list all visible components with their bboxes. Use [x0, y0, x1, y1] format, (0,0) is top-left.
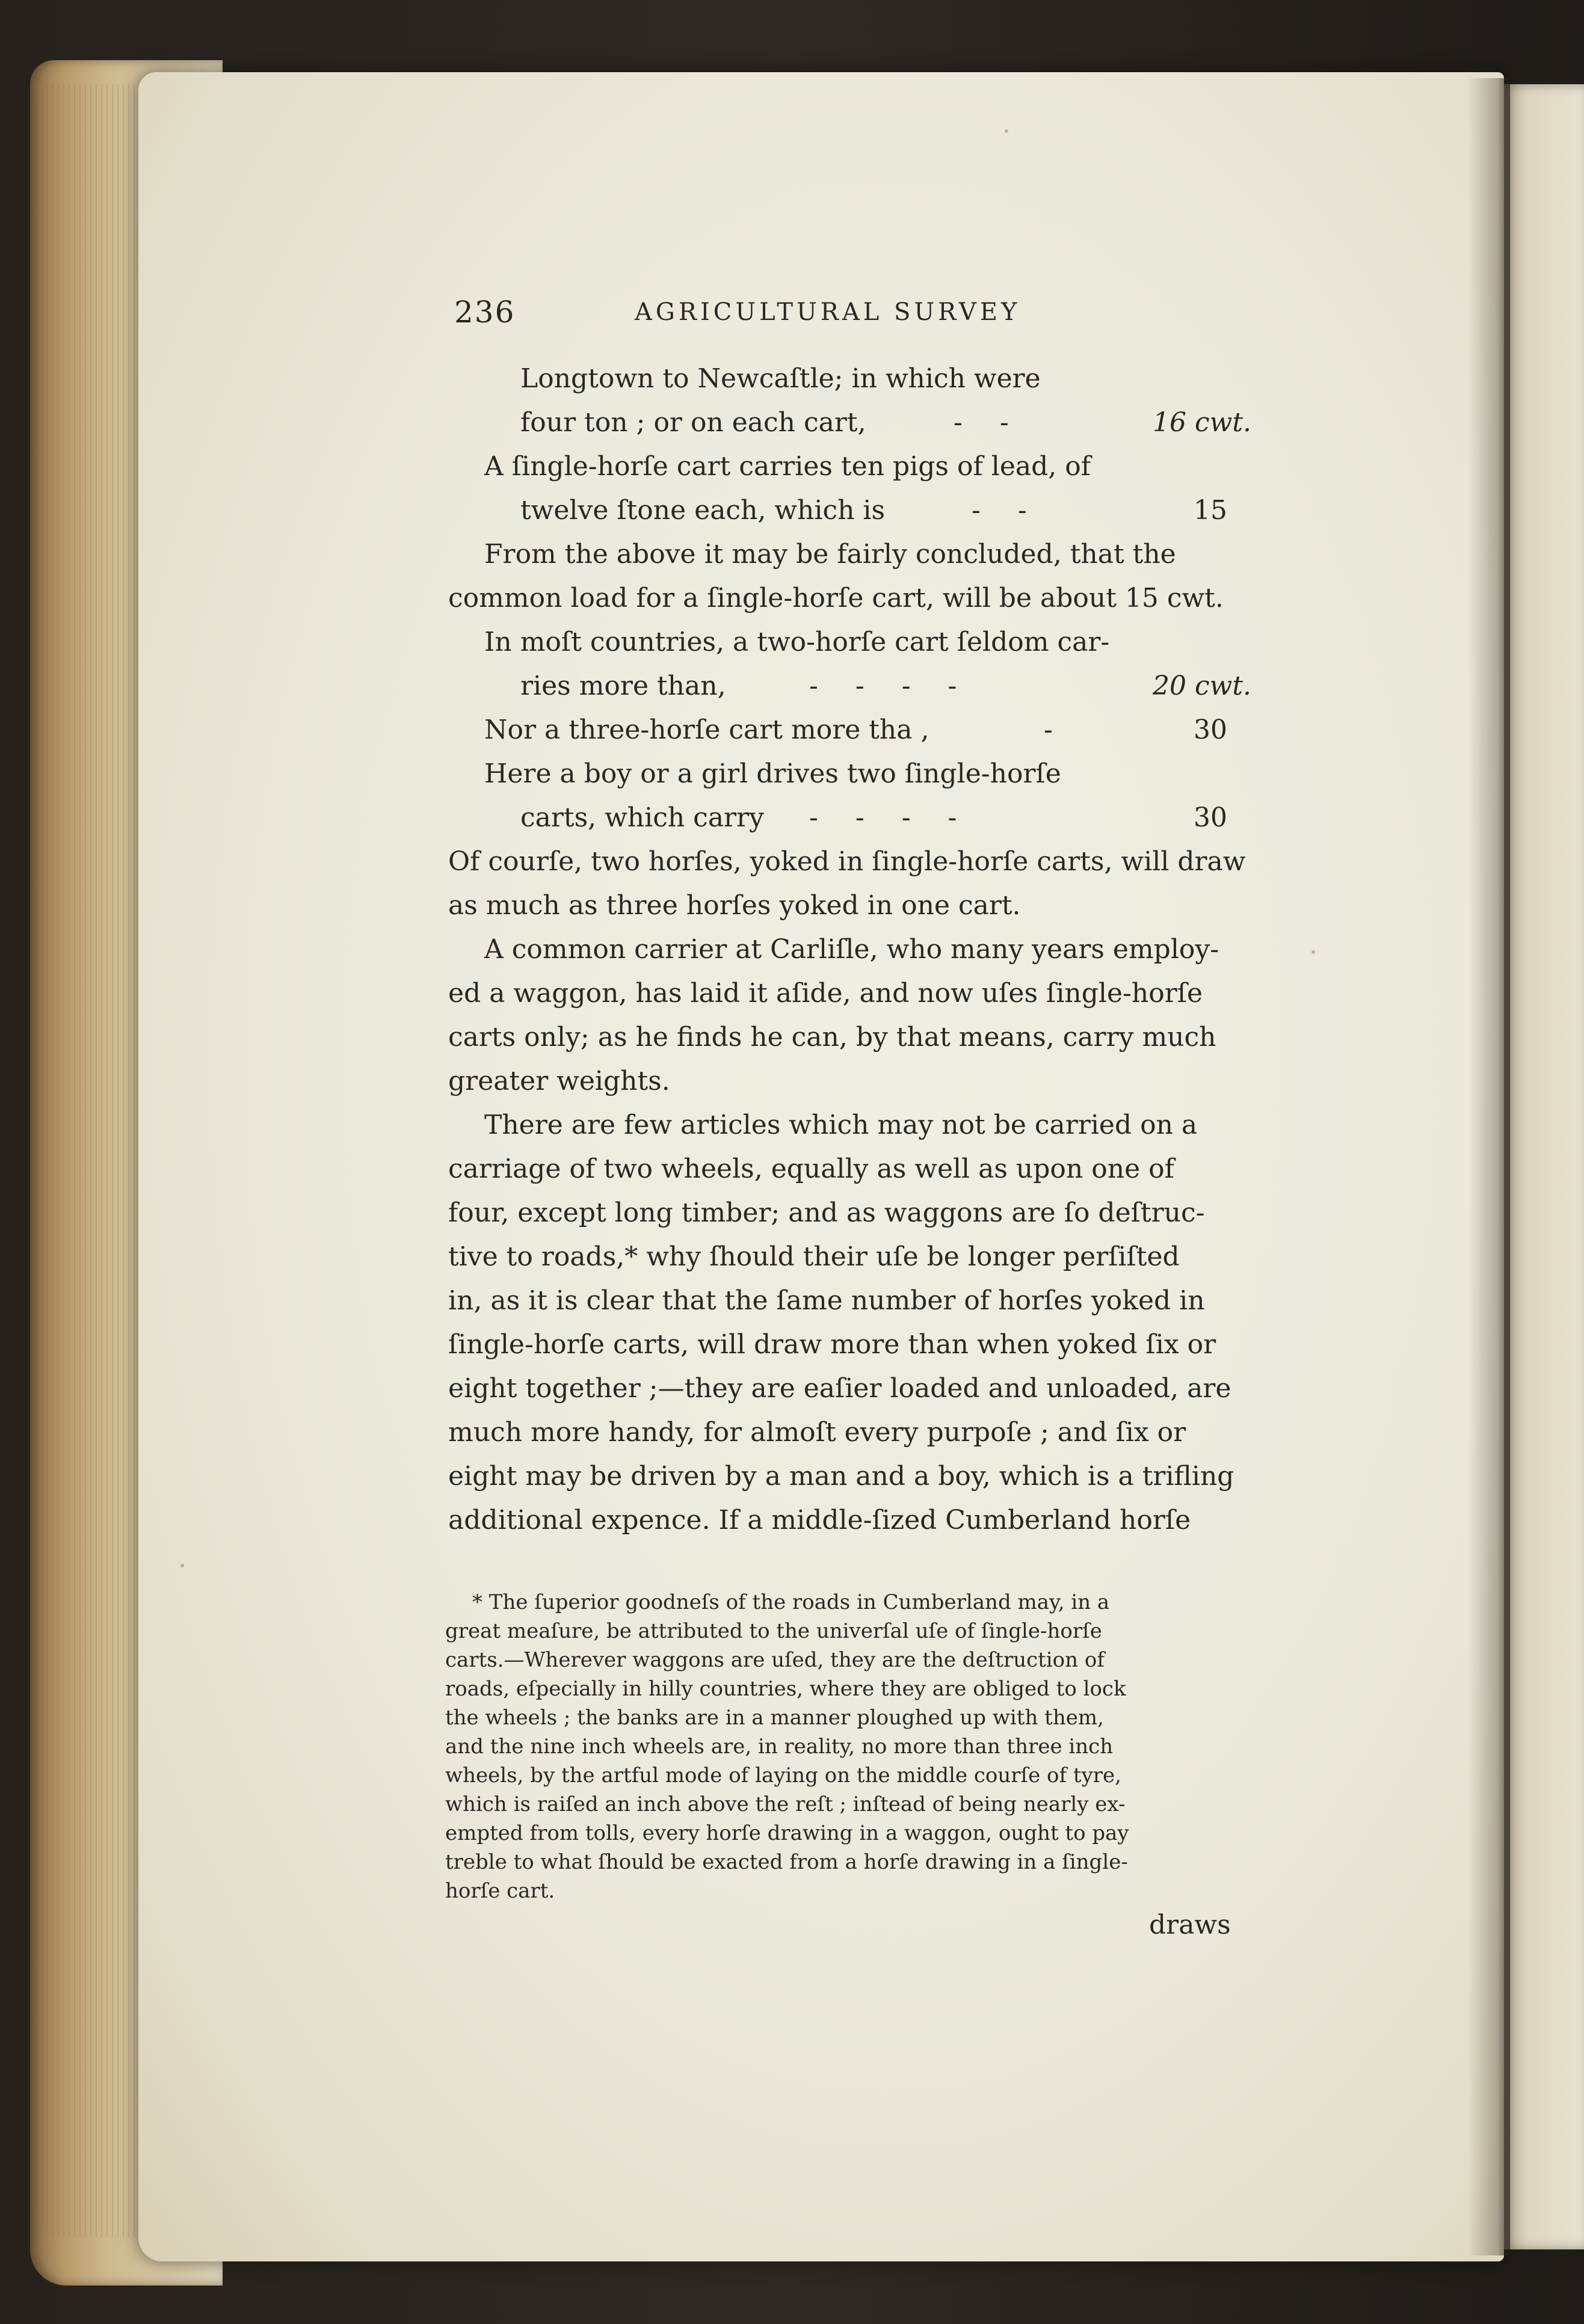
body-line: From the above it may be fairly concluded, that the: [484, 539, 1176, 570]
leader-dashes: - -: [972, 495, 1027, 526]
body-line: four ton ; or on each cart,: [520, 407, 866, 438]
body-line: A common carrier at Carliſle, who many years employ-: [484, 934, 1219, 965]
body-line: common load for a ſingle-horſe cart, will be about 15 cwt.: [448, 583, 1224, 613]
footnote-line: treble to what ſhould be exacted from a horſe drawing in a ſingle-: [445, 1850, 1128, 1874]
facing-page-edge: [1498, 84, 1584, 2249]
table-value: 16 cwt.: [1153, 407, 1251, 438]
paper-speck: [180, 1564, 184, 1567]
body-line: Here a boy or a girl drives two ſingle-horſe: [484, 758, 1061, 789]
body-line: four, except long timber; and as waggons are ſo deſtruc-: [448, 1197, 1205, 1228]
leader-dashes: - - - -: [809, 671, 957, 701]
footnote-line: empted from tolls, every horſe drawing in a waggon, ought to pay: [445, 1821, 1129, 1845]
footnote-line: horſe cart.: [445, 1879, 555, 1903]
table-value: 20 cwt.: [1153, 671, 1251, 701]
body-line: Of courſe, two horſes, yoked in ſingle-horſe carts, will draw: [448, 846, 1246, 877]
table-value: 30: [1194, 715, 1227, 745]
page-number: 236: [454, 295, 516, 330]
footnote-line: carts.—Wherever waggons are uſed, they are the deſtruction of: [445, 1648, 1105, 1672]
body-line: much more handy, for almoſt every purpoſe ; and ſix or: [448, 1417, 1186, 1448]
running-title: AGRICULTURAL SURVEY: [635, 298, 1021, 326]
body-line: ſingle-horſe carts, will draw more than when yoked ſix or: [448, 1329, 1216, 1360]
body-line: eight may be driven by a man and a boy, which is a trifling: [448, 1461, 1234, 1492]
footnote-line: roads, eſpecially in hilly countries, where they are obliged to lock: [445, 1677, 1126, 1701]
body-line: carts only; as he finds he can, by that means, carry much: [448, 1022, 1216, 1053]
body-line: as much as three horſes yoked in one cart.: [448, 890, 1021, 921]
footnote-line: wheels, by the artful mode of laying on the middle courſe of tyre,: [445, 1763, 1121, 1788]
body-line: greater weights.: [448, 1066, 670, 1096]
body-line: In moſt countries, a two-horſe cart ſeldom car-: [484, 627, 1110, 657]
footnote-line: great meaſure, be attributed to the univerſal uſe of ſingle-horſe: [445, 1619, 1102, 1643]
binding-gutter: [1468, 78, 1510, 2255]
footnote-line: * The ſuperior goodneſs of the roads in Cumberland may, in a: [472, 1590, 1110, 1614]
body-line: carts, which carry: [520, 802, 764, 833]
body-line: eight together ;—they are eaſier loaded and unloaded, are: [448, 1373, 1231, 1404]
footnote-line: and the nine inch wheels are, in reality, no more than three inch: [445, 1735, 1114, 1759]
body-line: ed a waggon, has laid it aſide, and now uſes ſingle-horſe: [448, 978, 1203, 1009]
page-header: [454, 295, 1254, 331]
catchword: draws: [1149, 1910, 1231, 1940]
table-value: 30: [1194, 802, 1227, 833]
leader-dashes: -: [1044, 715, 1053, 745]
leader-dashes: - - - -: [809, 802, 957, 833]
body-line: in, as it is clear that the ſame number of horſes yoked in: [448, 1285, 1205, 1316]
body-line: twelve ſtone each, which is: [520, 495, 886, 526]
body-line: tive to roads,* why ſhould their uſe be longer perſiſted: [448, 1241, 1180, 1272]
body-line: carriage of two wheels, equally as well as upon one of: [448, 1154, 1174, 1184]
paper-speck: [1005, 129, 1008, 133]
body-line: additional expence. If a middle-ſized Cumberland horſe: [448, 1505, 1191, 1536]
body-line: There are few articles which may not be carried on a: [484, 1110, 1198, 1140]
paper-speck: [1311, 950, 1315, 954]
table-value: 15: [1194, 495, 1227, 526]
leader-dashes: - -: [954, 407, 1009, 438]
body-line: Nor a three-horſe cart more tha ,: [484, 715, 929, 745]
body-line: A ſingle-horſe cart carries ten pigs of lead, of: [484, 451, 1091, 482]
footnote-line: the wheels ; the banks are in a manner ploughed up with them,: [445, 1706, 1104, 1730]
body-line: Longtown to Newcaſtle; in which were: [520, 363, 1041, 394]
body-line: ries more than,: [520, 671, 726, 701]
footnote-line: which is raiſed an inch above the reſt ; inſtead of being nearly ex-: [445, 1792, 1126, 1816]
